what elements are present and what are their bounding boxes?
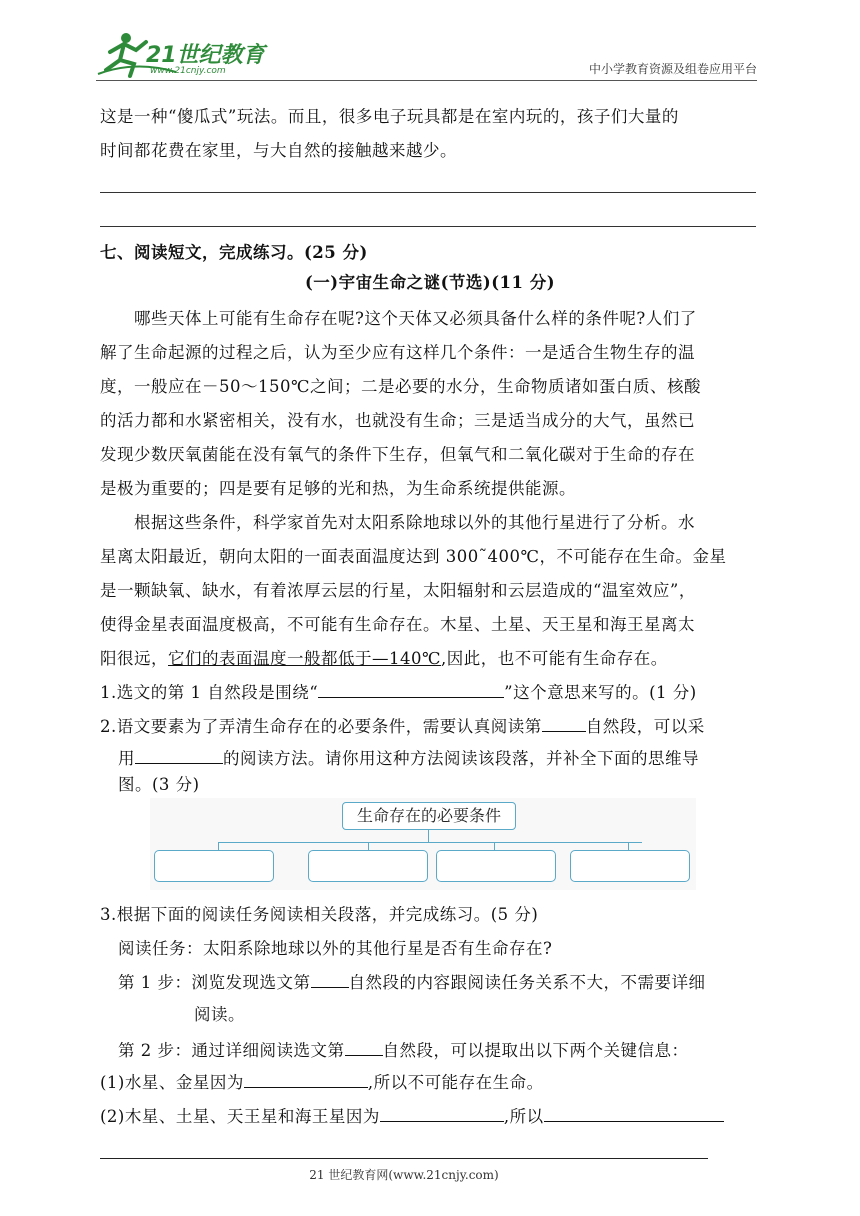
- question-1: [100, 676, 760, 710]
- passage-p2-line-1: 根据这些条件，科学家首先对太阳系除地球以外的其他行星进行了分析。水: [134, 513, 695, 532]
- question-2-line-1: [100, 710, 760, 744]
- p2-last-pre: 阳很远，: [100, 649, 168, 668]
- q2-paragraph-blank[interactable]: [542, 715, 586, 732]
- passage-p2-line-5: [100, 642, 760, 676]
- passage-p2-line-4: 使得金星表面温度极高，不可能有生命存在。木星、土星、天王星和海王星离太: [100, 615, 695, 634]
- passage-subtitle: (一)宇宙生命之谜(节选)(11 分): [304, 273, 556, 292]
- sub-question-1: [100, 1066, 760, 1100]
- footer-text: 21 世纪教育网(www.21cnjy.com): [309, 1168, 499, 1182]
- mind-map-connector: [494, 842, 495, 850]
- reading-task: 阅读任务：太阳系除地球以外的其他行星是否有生命存在?: [118, 939, 553, 958]
- mind-map-root: 生命存在的必要条件: [342, 802, 516, 830]
- step2-text-post: 自然段，可以提取出以下两个关键信息：: [382, 1041, 689, 1060]
- passage-p1-line-3: 度，一般应在－50～150℃之间；二是必要的水分，生命物质诸如蛋白质、核酸: [100, 377, 701, 396]
- q1-blank[interactable]: [318, 681, 504, 698]
- mind-map: [150, 798, 696, 890]
- step2-blank[interactable]: [345, 1039, 383, 1056]
- sub1-blank[interactable]: [244, 1071, 368, 1088]
- section-title: 七、阅读短文，完成练习。(25 分): [100, 243, 368, 262]
- q2-text-pre: 2.语文要素为了弄清生命存在的必要条件，需要认真阅读第: [100, 717, 542, 736]
- underlined-sentence: 它们的表面温度一般都低于—140℃: [168, 649, 441, 668]
- logo-url: www.21cnjy.com: [150, 66, 226, 76]
- sub1-text-post: ,所以不可能存在生命。: [367, 1073, 544, 1092]
- answer-line-2: [100, 226, 756, 227]
- sub2-text-pre: (2)木星、土星、天王星和海王星因为: [100, 1107, 380, 1126]
- mind-map-box-2[interactable]: [308, 850, 428, 882]
- passage-p1-line-1: 哪些天体上可能有生命存在呢?这个天体又必须具备什么样的条件呢?人们了: [134, 309, 697, 328]
- sub2-text-post: ,所以: [503, 1107, 544, 1126]
- mind-map-connector: [218, 842, 219, 850]
- q1-text-post: ”这个意思来写的。(1 分): [504, 683, 697, 702]
- footer-divider: [100, 1158, 708, 1159]
- sub2-blank-2[interactable]: [544, 1105, 724, 1122]
- passage-p1-line-6: 是极为重要的；四是要有足够的光和热，为生命系统提供能源。: [100, 479, 576, 498]
- site-logo: [96, 30, 266, 80]
- passage-p1-line-2: 解了生命起源的过程之后，认为至少应有这样几个条件：一是适合生物生存的温: [100, 343, 695, 362]
- q2b-text-pre: 用: [118, 749, 135, 768]
- step1-blank[interactable]: [311, 971, 349, 988]
- intro-line-1: 这是一种“傻瓜式”玩法。而且，很多电子玩具都是在室内玩的，孩子们大量的: [100, 107, 679, 126]
- header-divider: [96, 80, 757, 81]
- mind-map-connector: [368, 842, 369, 850]
- passage-p2-line-2: 星离太阳最近，朝向太阳的一面表面温度达到 300˜400℃，不可能存在生命。金星: [100, 547, 727, 566]
- mind-map-box-1[interactable]: [154, 850, 274, 882]
- question-2-line-3: 图。(3 分): [118, 775, 200, 794]
- step1-text-post: 自然段的内容跟阅读任务关系不大，不需要详细: [348, 973, 706, 992]
- answer-line-1: [100, 192, 756, 193]
- mind-map-branch-line: [218, 842, 642, 843]
- step1-text-pre: 第 1 步：浏览发现选文第: [118, 973, 311, 992]
- passage-p2-line-3: 是一颗缺氧、缺水，有着浓厚云层的行星，太阳辐射和云层造成的“温室效应”，: [100, 581, 696, 600]
- logo-text: 21世纪教育: [146, 43, 265, 68]
- mind-map-box-4[interactable]: [570, 850, 690, 882]
- step-2: [118, 1034, 778, 1068]
- intro-line-2: 时间都花费在家里，与大自然的接触越来越少。: [100, 141, 457, 160]
- mind-map-connector: [628, 842, 629, 850]
- q2b-text-post: 的阅读方法。请你用这种方法阅读该段落，并补全下面的思维导: [223, 749, 699, 768]
- q2-method-blank[interactable]: [135, 747, 223, 764]
- p2-last-post: ,因此，也不可能有生命存在。: [440, 649, 668, 668]
- sub-question-2: [100, 1100, 760, 1134]
- passage-p1-line-4: 的活力都和水紧密相关，没有水，也就没有生命；三是适当成分的大气，虽然已: [100, 411, 695, 430]
- platform-name: 中小学教育资源及组卷应用平台: [588, 62, 757, 76]
- question-3: 3.根据下面的阅读任务阅读相关段落，并完成练习。(5 分): [100, 905, 539, 924]
- step-1-cont: 阅读。: [194, 1005, 245, 1024]
- step2-text-pre: 第 2 步：通过详细阅读选文第: [118, 1041, 345, 1060]
- q1-text-pre: 1.选文的第 1 自然段是围绕“: [100, 683, 319, 702]
- q2-text-post: 自然段，可以采: [585, 717, 705, 736]
- mind-map-box-3[interactable]: [436, 850, 556, 882]
- passage-p1-line-5: 发现少数厌氧菌能在没有氧气的条件下生存，但氧气和二氧化碳对于生命的存在: [100, 445, 695, 464]
- sub2-blank-1[interactable]: [380, 1105, 504, 1122]
- sub1-text-pre: (1)水星、金星因为: [100, 1073, 244, 1092]
- mind-map-connector: [428, 829, 429, 842]
- step-1: [118, 966, 778, 1000]
